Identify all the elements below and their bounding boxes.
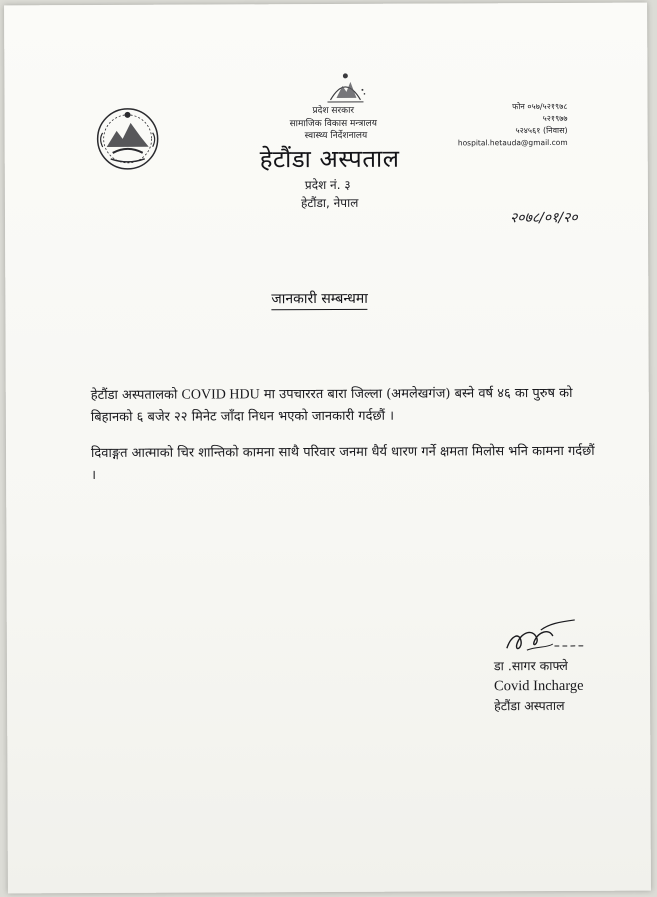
- contact-block: [458, 101, 568, 149]
- pradesh-emblem-icon: [322, 70, 368, 106]
- letter-date: २०७८/०१/२०: [509, 209, 578, 227]
- handwritten-signature-icon: [497, 618, 587, 658]
- phone-2: ५२१९७७: [542, 113, 568, 124]
- signatory-title: Covid Incharge: [494, 677, 584, 695]
- phone-3: ५२४५६१ (निवास): [515, 125, 568, 136]
- ministry-label: सामाजिक विकास मन्त्रालय: [289, 118, 377, 130]
- hospital-name: हेटौंडा अस्पताल: [259, 144, 400, 174]
- signatory-organization: हेटौंडा अस्पताल: [494, 697, 565, 714]
- para1-part-a: हेटौंडा अस्पतालको: [90, 387, 182, 404]
- signatory-name: डा .सागर काफ्ले: [493, 657, 568, 674]
- nepal-emblem-icon: [92, 103, 162, 173]
- government-label: प्रदेश सरकार: [312, 105, 355, 117]
- para1-part-b: मा उपचाररत बारा जिल्ला (अमलेखगंज) बस्ने वर्ष ४६ का पुरुष को बिहानको ६ बजेर २२ मिनेट जाँदा निधन भएको जानकारी गर्दछौं ।: [90, 385, 573, 426]
- directorate-label: स्वास्थ्य निर्देशनालय: [304, 130, 368, 142]
- letter-page: [4, 3, 651, 894]
- signatory-block: [494, 656, 584, 716]
- body-paragraph-2: दिवाङ्गत आत्माको चिर शान्तिको कामना साथै परिवार जनमा धैर्य धारण गर्ने क्षमता मिलोस भनि कामना गर्दछौं ।: [90, 443, 595, 484]
- letter-subject: जानकारी सम्बन्धमा: [271, 289, 368, 310]
- email-address: hospital.hetauda@gmail.com: [457, 137, 568, 148]
- province-label: प्रदेश नं. ३: [304, 177, 351, 193]
- phone-1: फोन ०५७/५२१९७८: [512, 101, 568, 112]
- para1-unit-name: COVID HDU: [181, 387, 260, 403]
- body-paragraph-1: [91, 383, 601, 429]
- address-label: हेटौंडा, नेपाल: [300, 195, 359, 211]
